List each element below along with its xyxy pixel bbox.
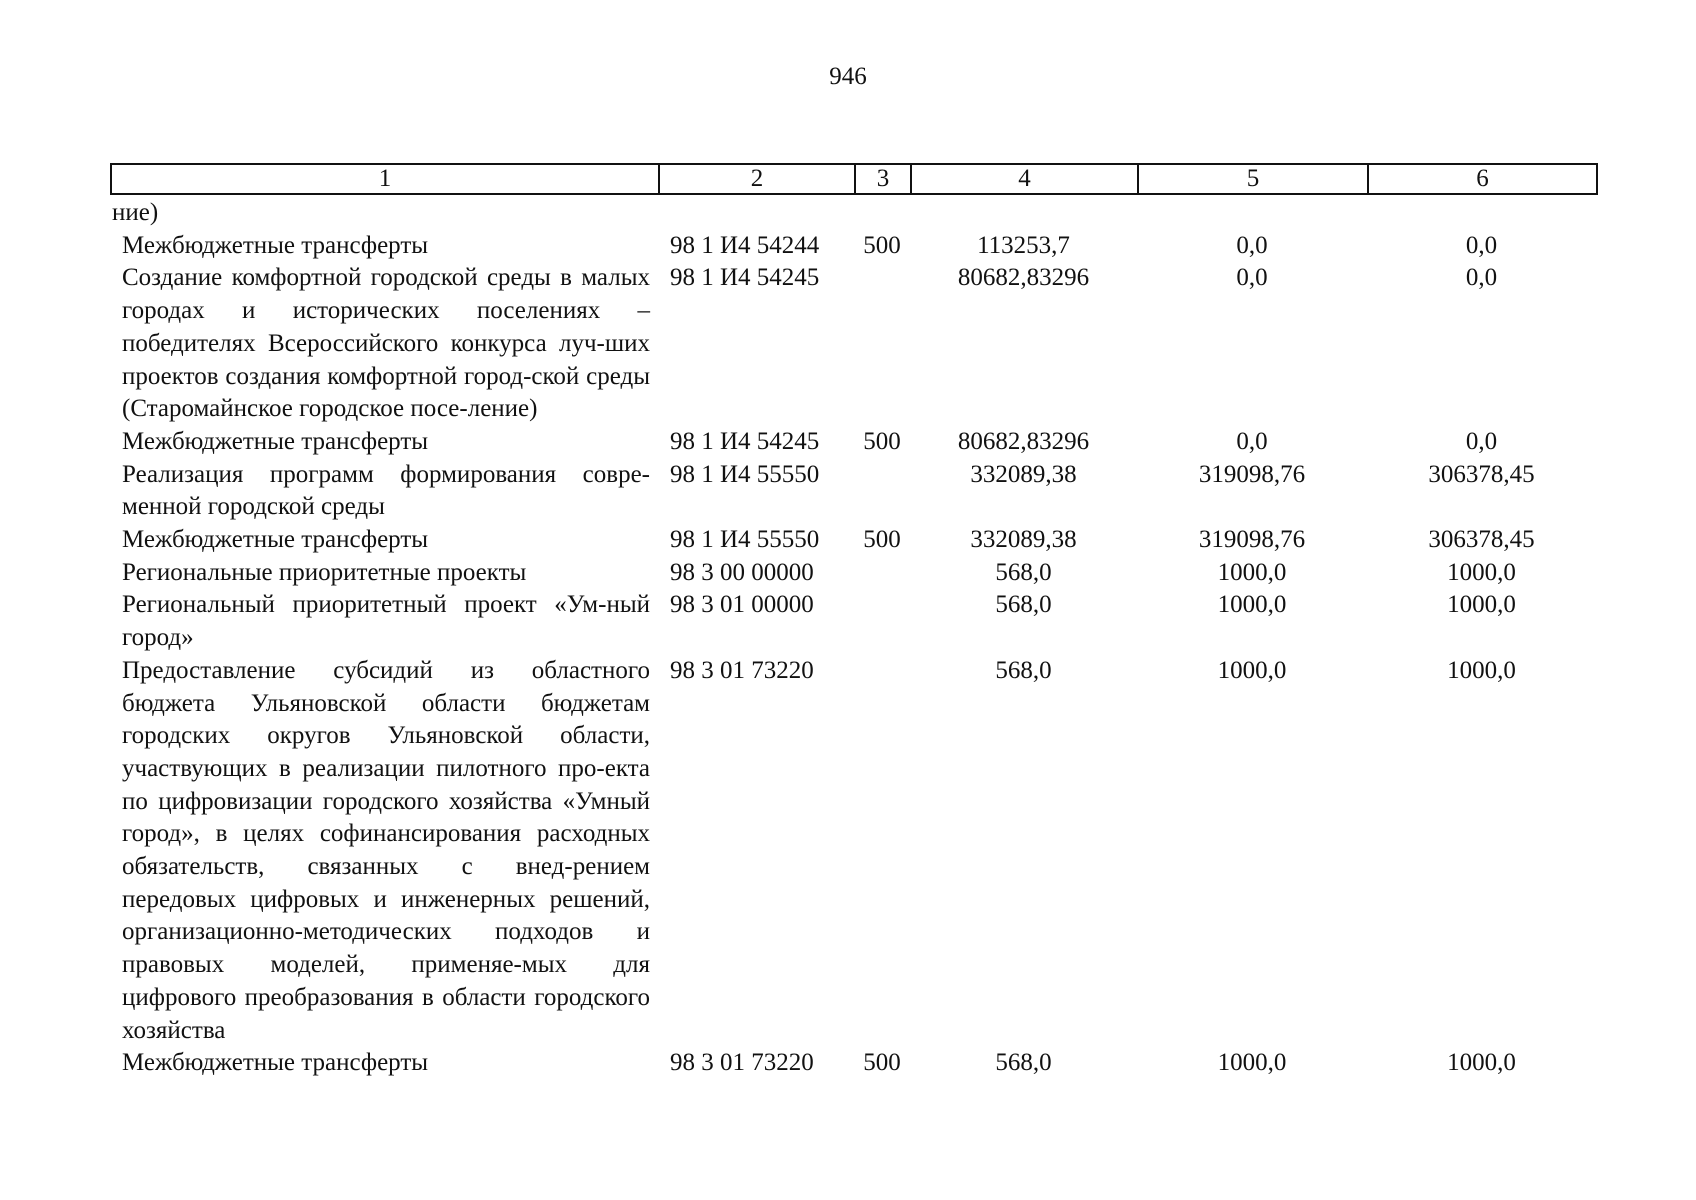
header-cell-1: 1 (111, 164, 659, 194)
table-row (110, 197, 1596, 230)
row-value-3: 1000,0 (1447, 656, 1516, 684)
table-row (110, 426, 1596, 459)
table-row (110, 589, 1596, 654)
row-code: 98 1 И4 54244 (670, 231, 820, 259)
header-cell-5: 5 (1138, 164, 1368, 194)
table-row (110, 459, 1596, 524)
row-value-2 (1137, 197, 1367, 230)
row-name: Межбюджетные трансферты (122, 427, 429, 455)
row-name: Межбюджетные трансферты (122, 1049, 429, 1077)
row-code: 98 3 01 00000 (670, 591, 814, 619)
row-value-3: 1000,0 (1447, 591, 1516, 619)
row-value-2: 0,0 (1236, 264, 1268, 292)
row-vr (854, 459, 910, 524)
row-value-1 (910, 197, 1137, 230)
row-value-2: 1000,0 (1217, 558, 1287, 586)
table-row (110, 1047, 1596, 1080)
row-code: 98 3 01 73220 (670, 1049, 814, 1077)
row-value-3: 306378,45 (1428, 460, 1535, 488)
row-value-1: 113253,7 (977, 231, 1070, 259)
row-value-2: 1000,0 (1217, 656, 1287, 684)
row-code: 98 3 01 73220 (670, 656, 814, 684)
header-cell-3: 3 (855, 164, 911, 194)
row-name: ние) (112, 199, 159, 226)
row-value-1: 332089,38 (970, 526, 1077, 554)
row-value-3 (1367, 197, 1596, 230)
row-code: 98 1 И4 54245 (670, 264, 820, 292)
row-vr: 500 (863, 1049, 901, 1077)
row-code: 98 1 И4 54245 (670, 427, 820, 455)
row-vr: 500 (863, 526, 901, 554)
row-value-3: 0,0 (1465, 427, 1498, 455)
row-value-2: 0,0 (1236, 231, 1268, 259)
row-name: Региональные приоритетные проекты (122, 558, 527, 586)
row-value-2: 319098,76 (1198, 460, 1306, 488)
row-value-1: 568,0 (995, 558, 1052, 586)
row-name: Межбюджетные трансферты (122, 526, 429, 554)
row-code: 98 1 И4 55550 (670, 526, 820, 554)
row-vr (854, 262, 910, 426)
row-code: 98 1 И4 55550 (670, 460, 820, 488)
row-value-3: 0,0 (1465, 231, 1498, 259)
row-value-1: 332089,38 (970, 460, 1077, 488)
header-cell-6: 6 (1368, 164, 1597, 194)
row-vr (854, 197, 910, 230)
row-value-1: 568,0 (995, 656, 1052, 684)
row-vr (854, 557, 910, 590)
row-value-2: 1000,0 (1217, 591, 1287, 619)
row-name: Предоставление субсидий из областного бюджета Ульяновской области бюджетам городских округов Ульяновской области, участвующих в реализации пилотного про-екта по цифровизации городского хозяйства «Умный город», в целях софинансирования расходных обязательств, связанных с внед-рением передовых цифровых и инженерных решений, организационно-методических подходов и правовых моделей, применяе-мых для цифрового преобразования в области городского хозяйства (122, 656, 650, 1044)
header-row (111, 164, 1597, 194)
row-value-1: 568,0 (995, 1049, 1052, 1077)
row-value-1: 80682,83296 (957, 264, 1090, 292)
row-value-2: 1000,0 (1217, 1049, 1287, 1077)
row-vr (854, 589, 910, 654)
page-number: 946 (829, 63, 867, 90)
table-body (110, 197, 1596, 1080)
row-value-3: 1000,0 (1447, 1049, 1516, 1077)
table-row (110, 262, 1596, 426)
budget-table (110, 197, 1596, 1080)
table-row (110, 230, 1596, 263)
table-row (110, 655, 1596, 1047)
row-value-2: 319098,76 (1198, 526, 1306, 554)
header-cell-4: 4 (911, 164, 1138, 194)
row-value-3: 306378,45 (1428, 526, 1535, 554)
row-vr: 500 (863, 231, 901, 259)
row-value-3: 1000,0 (1447, 558, 1516, 586)
row-name: Региональный приоритетный проект «Ум-ный город» (122, 591, 650, 652)
header-cell-2: 2 (659, 164, 855, 194)
row-code: 98 3 00 00000 (670, 558, 814, 586)
table-row (110, 557, 1596, 590)
row-value-3: 0,0 (1465, 264, 1498, 292)
row-value-2: 0,0 (1236, 427, 1268, 455)
row-name: Межбюджетные трансферты (122, 231, 429, 259)
table-header (110, 163, 1598, 195)
row-vr: 500 (863, 427, 901, 455)
row-name: Реализация программ формирования совре-менной городской среды (122, 460, 650, 521)
row-value-1: 80682,83296 (957, 427, 1090, 455)
row-code (658, 197, 854, 230)
table-row (110, 524, 1596, 557)
row-name: Создание комфортной городской среды в малых городах и исторических поселениях – победителях Всероссийского конкурса луч-ших проектов создания комфортной город-ской среды (Старомайнское городское посе-ление) (122, 264, 650, 423)
row-value-1: 568,0 (995, 591, 1052, 619)
row-vr (854, 655, 910, 1047)
